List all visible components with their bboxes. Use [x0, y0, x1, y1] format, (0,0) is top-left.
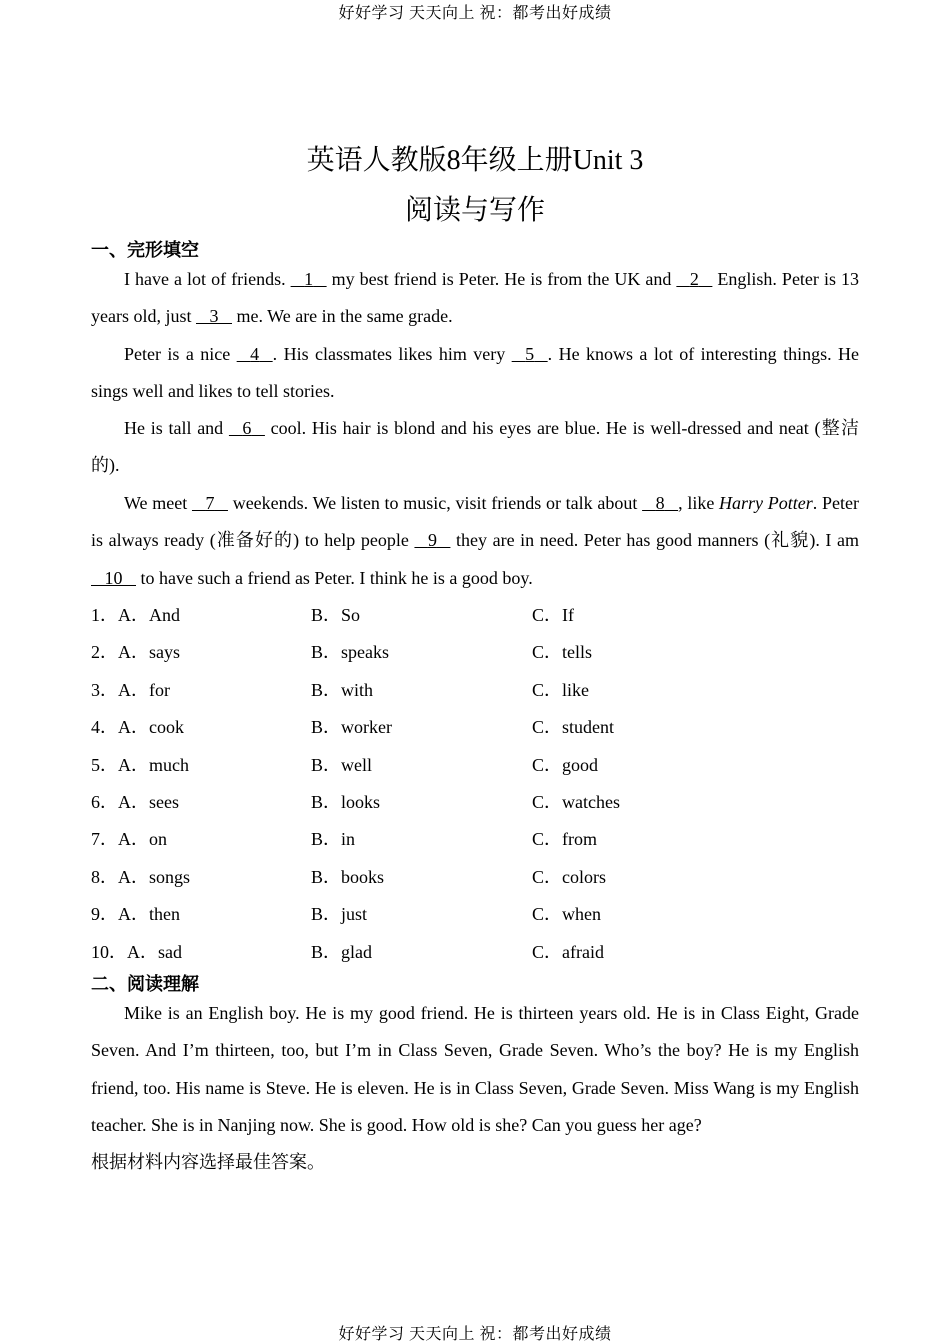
section2-heading: 二、阅读理解: [91, 974, 199, 995]
option-a: 9．A．then: [91, 904, 180, 925]
option-b: B．well: [311, 754, 372, 775]
option-b: B．worker: [311, 717, 392, 738]
book-title: Harry Potter: [719, 493, 813, 513]
option-c: C．colors: [532, 866, 606, 887]
option-b: B．speaks: [311, 642, 389, 663]
blank-10: 10: [104, 567, 123, 588]
blank-6: 6: [242, 418, 252, 438]
option-a: 6．A．sees: [91, 792, 179, 812]
blank-2: 2: [689, 269, 699, 289]
option-c: C．from: [532, 829, 597, 850]
option-c: C．afraid: [532, 941, 604, 962]
question-row: [91, 859, 871, 896]
question-row: [91, 747, 871, 784]
option-a: 8．A．songs: [91, 866, 191, 887]
option-c: C．student: [532, 717, 615, 738]
page-header: 好好学习 天天向上 祝：都考出好成绩: [338, 5, 612, 22]
cloze-paragraph-3: He is tall and 6 cool. His hair is blond and his eyes are blue. He is well-dressed and neat (整洁的).: [91, 410, 859, 485]
question-row: [91, 896, 871, 933]
option-b: B．just: [311, 904, 368, 925]
question-row: [91, 597, 871, 634]
blank-9: 9: [427, 530, 437, 551]
option-c: C．watches: [532, 792, 620, 812]
cloze-paragraph-1: I have a lot of friends. 1 my best friend is Peter. He is from the UK and 2 English. Peter is 13 years old, just 3 me. We are in the same grade.: [91, 261, 859, 336]
blank-5: 5: [525, 344, 535, 364]
option-c: C．good: [532, 754, 599, 775]
blank-4: 4: [250, 344, 260, 364]
blank-3: 3: [209, 306, 219, 327]
option-b: B．looks: [311, 792, 381, 812]
blank-1: 1: [304, 269, 314, 289]
option-a: 10．A．sad: [91, 941, 182, 962]
option-a: 2．A．says: [91, 642, 180, 663]
option-c: C．like: [532, 679, 589, 700]
question-row: [91, 672, 871, 709]
option-a: 5．A．much: [91, 754, 189, 775]
page-footer: 好好学习 天天向上 祝：都考出好成绩: [338, 1326, 612, 1343]
option-c: C．If: [532, 605, 574, 625]
option-a: 7．A．on: [91, 829, 167, 850]
cloze-paragraph-2: Peter is a nice 4 . His classmates likes him very 5 . He knows a lot of interesting things. He sings well and likes to tell stories.: [91, 336, 859, 411]
section1-heading: 一、完形填空: [91, 240, 199, 261]
option-b: B．books: [311, 866, 385, 887]
question-row: [91, 634, 871, 671]
option-a: 4．A．cook: [91, 717, 184, 738]
option-b: B．So: [311, 605, 361, 625]
blank-7: 7: [205, 493, 215, 513]
reading-passage: Mike is an English boy. He is my good friend. He is thirteen years old. He is in Class Eight, Grade Seven. And I’m thirteen, too, but I’m in Class Seven, Grade Seven. Who’s the boy? He is my English friend, too. His name is Steve. He is eleven. He is in Class Seven, Grade Seven. Miss Wang is my English teacher. She is in Nanjing now. She is good. How old is she? Can you guess her age?: [91, 1003, 859, 1136]
option-b: B．in: [311, 829, 356, 850]
option-a: 3．A．for: [91, 679, 170, 700]
question-row: [91, 821, 871, 858]
option-a: 1．A．And: [91, 605, 180, 625]
question-row: [91, 934, 871, 971]
option-c: C．tells: [532, 642, 593, 663]
reading-instruction: 根据材料内容选择最佳答案。: [91, 1152, 325, 1172]
document-subtitle: 阅读与写作: [404, 195, 545, 226]
cloze-paragraph-4: We meet 7 weekends. We listen to music, visit friends or talk about 8 , like Harry Potter. Peter is always ready (准备好的) to help people 9 they are in need. Peter has good manners (礼貌). I am 10 to have such a friend as Peter. I think he is a good boy.: [91, 485, 859, 597]
option-b: B．glad: [311, 941, 372, 962]
option-c: C．when: [532, 904, 601, 925]
option-b: B．with: [311, 679, 374, 700]
document-title: 英语人教版8年级上册Unit 3: [306, 145, 644, 176]
question-row: [91, 784, 871, 821]
question-row: [91, 709, 871, 746]
blank-8: 8: [655, 493, 665, 513]
